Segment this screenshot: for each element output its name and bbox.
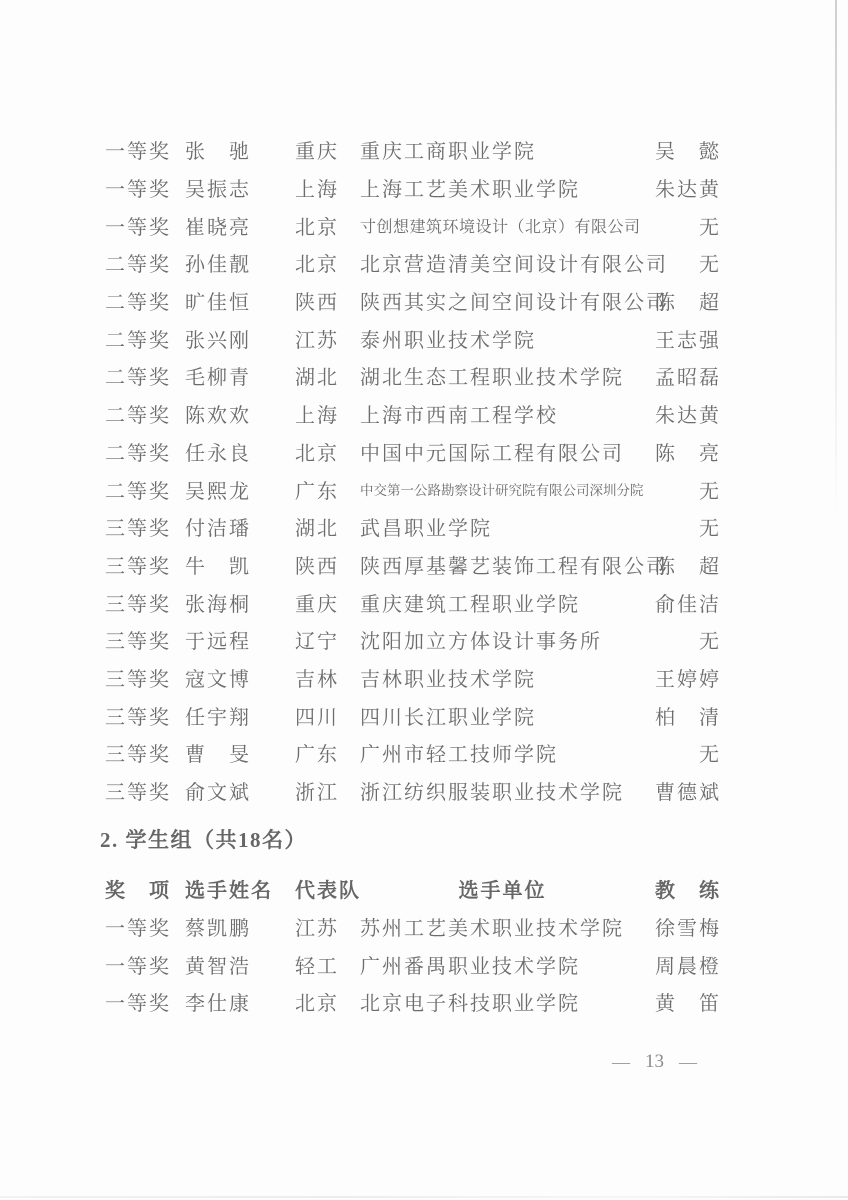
coach-cell: 俞佳洁 xyxy=(655,593,721,616)
table-row xyxy=(105,908,721,946)
coach-cell: 王婷婷 xyxy=(655,668,721,691)
coach-cell: 无 xyxy=(699,744,721,767)
award-cell: 一等奖 xyxy=(105,955,171,978)
team-cell: 北京 xyxy=(295,254,339,277)
page-number-left-dash: — xyxy=(612,1051,630,1072)
table-row xyxy=(105,772,721,810)
team-cell: 陕西 xyxy=(295,292,339,315)
coach-cell: 无 xyxy=(699,518,721,541)
table-row xyxy=(105,508,721,546)
team-cell: 江苏 xyxy=(295,917,339,940)
coach-cell: 黄 笛 xyxy=(655,993,721,1016)
team-cell: 湖北 xyxy=(295,367,339,390)
organization-cell: 重庆工商职业学院 xyxy=(360,141,536,164)
award-cell: 三等奖 xyxy=(105,706,171,729)
table-row xyxy=(105,131,721,169)
organization-cell: 寸创想建筑环境设计（北京）有限公司 xyxy=(360,218,641,236)
organization-cell: 重庆建筑工程职业学院 xyxy=(360,593,580,616)
organization-cell: 北京营造清美空间设计有限公司 xyxy=(360,254,668,277)
award-cell: 二等奖 xyxy=(105,292,171,315)
organization-cell: 四川长江职业学院 xyxy=(360,706,536,729)
coach-cell: 徐雪梅 xyxy=(655,917,721,940)
contestant-name-cell: 张兴刚 xyxy=(185,329,251,352)
table-row xyxy=(105,546,721,584)
contestant-name-cell: 付洁璠 xyxy=(185,518,251,541)
award-cell: 二等奖 xyxy=(105,329,171,352)
award-cell: 三等奖 xyxy=(105,744,171,767)
award-cell: 二等奖 xyxy=(105,405,171,428)
team-cell: 吉林 xyxy=(295,668,339,691)
team-cell: 湖北 xyxy=(295,518,339,541)
team-cell: 浙江 xyxy=(295,782,339,805)
coach-cell: 陈 亮 xyxy=(655,442,721,465)
team-cell: 辽宁 xyxy=(295,631,339,654)
table-header-row xyxy=(105,869,721,908)
team-cell: 广东 xyxy=(295,744,339,767)
team-cell: 北京 xyxy=(295,993,339,1016)
table-row xyxy=(105,734,721,772)
coach-cell: 无 xyxy=(699,631,721,654)
organization-cell: 陕西厚基馨艺装饰工程有限公司 xyxy=(360,555,668,578)
coach-cell: 王志强 xyxy=(655,329,721,352)
contestant-name-cell: 寇文博 xyxy=(185,668,251,691)
table-row xyxy=(105,282,721,320)
scan-artifact-bottom-edge xyxy=(0,1196,848,1198)
table-row xyxy=(105,659,721,697)
coach-cell: 陈 超 xyxy=(655,555,721,578)
award-cell: 二等奖 xyxy=(105,367,171,390)
table-row xyxy=(105,357,721,395)
organization-cell: 中交第一公路勘察设计研究院有限公司深圳分院 xyxy=(360,483,644,499)
contestant-name-cell: 曹 旻 xyxy=(185,744,251,767)
organization-cell: 广州市轻工技师学院 xyxy=(360,744,558,767)
organization-cell: 上海工艺美术职业学院 xyxy=(360,179,580,202)
contestant-name-cell: 任永良 xyxy=(185,442,251,465)
coach-cell: 孟昭磊 xyxy=(655,367,721,390)
table-row xyxy=(105,433,721,471)
table-row xyxy=(105,983,721,1021)
coach-cell: 周晨橙 xyxy=(655,955,721,978)
table-row xyxy=(105,621,721,659)
student-awards-table xyxy=(105,869,721,1021)
award-cell: 一等奖 xyxy=(105,179,171,202)
coach-cell: 朱达黄 xyxy=(655,405,721,428)
award-cell: 三等奖 xyxy=(105,631,171,654)
contestant-name-cell: 俞文斌 xyxy=(185,782,251,805)
table-row xyxy=(105,583,721,621)
contestant-name-cell: 牛 凯 xyxy=(185,555,251,578)
award-cell: 三等奖 xyxy=(105,518,171,541)
team-cell: 上海 xyxy=(295,179,339,202)
contestant-name-cell: 张海桐 xyxy=(185,593,251,616)
team-cell: 江苏 xyxy=(295,329,339,352)
award-cell: 二等奖 xyxy=(105,480,171,503)
coach-cell: 无 xyxy=(699,216,721,239)
table-row xyxy=(105,244,721,282)
table-row xyxy=(105,395,721,433)
award-cell: 三等奖 xyxy=(105,668,171,691)
team-cell: 北京 xyxy=(295,442,339,465)
award-cell: 三等奖 xyxy=(105,782,171,805)
organization-cell: 中国中元国际工程有限公司 xyxy=(360,442,624,465)
awards-table-continued xyxy=(105,131,721,809)
contestant-name-cell: 孙佳靓 xyxy=(185,254,251,277)
column-header-award: 奖 项 xyxy=(105,879,171,902)
organization-cell: 上海市西南工程学校 xyxy=(360,405,558,428)
contestant-name-cell: 蔡凯鹏 xyxy=(185,917,251,940)
team-cell: 轻工 xyxy=(295,955,339,978)
coach-cell: 柏 清 xyxy=(655,706,721,729)
coach-cell: 无 xyxy=(699,480,721,503)
page-number-right-dash: — xyxy=(679,1051,697,1072)
contestant-name-cell: 黄智浩 xyxy=(185,955,251,978)
organization-cell: 苏州工艺美术职业技术学院 xyxy=(360,917,624,940)
column-header-organization: 选手单位 xyxy=(458,879,547,902)
organization-cell: 北京电子科技职业学院 xyxy=(360,993,580,1016)
organization-cell: 湖北生态工程职业技术学院 xyxy=(360,367,624,390)
coach-cell: 曹德斌 xyxy=(655,782,721,805)
contestant-name-cell: 吴振志 xyxy=(185,179,251,202)
contestant-name-cell: 张 驰 xyxy=(185,141,251,164)
coach-cell: 陈 超 xyxy=(655,292,721,315)
contestant-name-cell: 吴熙龙 xyxy=(185,480,251,503)
table-row xyxy=(105,696,721,734)
contestant-name-cell: 旷佳恒 xyxy=(185,292,251,315)
award-cell: 一等奖 xyxy=(105,993,171,1016)
organization-cell: 广州番禺职业技术学院 xyxy=(360,955,580,978)
coach-cell: 朱达黄 xyxy=(655,179,721,202)
team-cell: 重庆 xyxy=(295,593,339,616)
column-header-team: 代表队 xyxy=(295,879,361,902)
table-row xyxy=(105,319,721,357)
team-cell: 北京 xyxy=(295,216,339,239)
team-cell: 陕西 xyxy=(295,555,339,578)
award-cell: 一等奖 xyxy=(105,141,171,164)
student-table-body xyxy=(105,908,721,1021)
award-cell: 三等奖 xyxy=(105,555,171,578)
contestant-name-cell: 于远程 xyxy=(185,631,251,654)
organization-cell: 泰州职业技术学院 xyxy=(360,329,536,352)
column-header-coach: 教 练 xyxy=(655,879,721,902)
contestant-name-cell: 李仕康 xyxy=(185,993,251,1016)
contestant-name-cell: 陈欢欢 xyxy=(185,405,251,428)
award-cell: 二等奖 xyxy=(105,254,171,277)
coach-cell: 吴 懿 xyxy=(655,141,721,164)
table-row xyxy=(105,169,721,207)
contestant-name-cell: 毛柳青 xyxy=(185,367,251,390)
contestant-name-cell: 崔晓亮 xyxy=(185,216,251,239)
organization-cell: 沈阳加立方体设计事务所 xyxy=(360,631,602,654)
organization-cell: 武昌职业学院 xyxy=(360,518,492,541)
table-row xyxy=(105,945,721,983)
contestant-name-cell: 任宇翔 xyxy=(185,706,251,729)
page-number xyxy=(612,1051,697,1073)
coach-cell: 无 xyxy=(699,254,721,277)
team-cell: 广东 xyxy=(295,480,339,503)
organization-cell: 陕西其实之间空间设计有限公司 xyxy=(360,292,668,315)
section-heading-student-group: 2. 学生组（共18名） xyxy=(100,828,307,852)
scan-artifact-right-edge xyxy=(835,0,837,520)
award-cell: 一等奖 xyxy=(105,917,171,940)
award-cell: 一等奖 xyxy=(105,216,171,239)
table-row xyxy=(105,470,721,508)
table-row xyxy=(105,206,721,244)
organization-cell: 吉林职业技术学院 xyxy=(360,668,536,691)
column-header-contestant-name: 选手姓名 xyxy=(185,879,273,902)
team-cell: 上海 xyxy=(295,405,339,428)
team-cell: 四川 xyxy=(295,706,339,729)
organization-cell: 浙江纺织服装职业技术学院 xyxy=(360,782,624,805)
award-cell: 二等奖 xyxy=(105,442,171,465)
award-cell: 三等奖 xyxy=(105,593,171,616)
page-number-value: 13 xyxy=(645,1051,664,1072)
team-cell: 重庆 xyxy=(295,141,339,164)
